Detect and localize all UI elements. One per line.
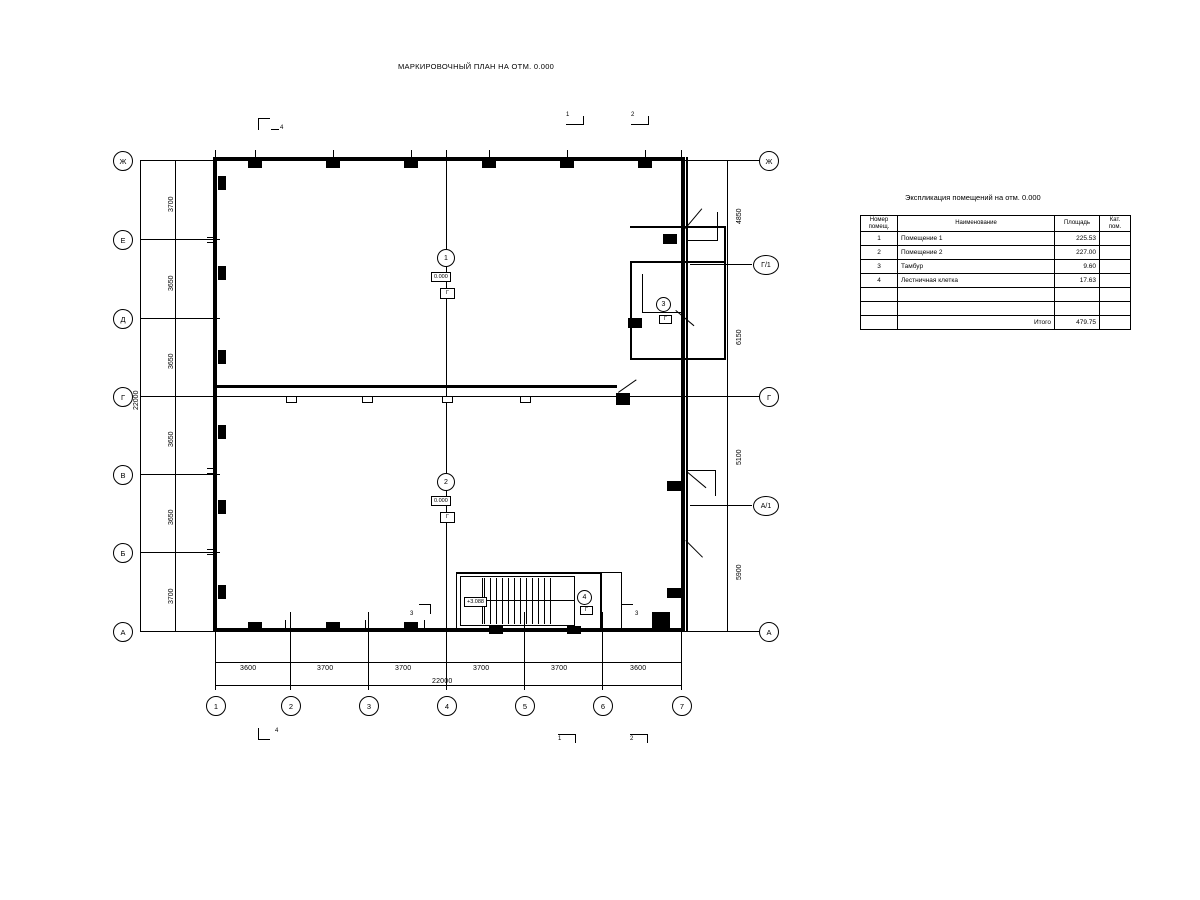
dim-tick (171, 474, 180, 475)
cell-number: 3 (861, 260, 898, 274)
axis-label: 4 (444, 701, 450, 711)
axis-line-b (140, 552, 220, 553)
door-swing (688, 212, 718, 242)
room-cat-1 (440, 288, 455, 299)
stair-level-mark (464, 597, 487, 607)
dim-tick (171, 396, 180, 397)
cell-number: 4 (861, 274, 898, 288)
table-row (861, 232, 1131, 246)
column-tick (365, 620, 366, 632)
dim-tick (171, 239, 180, 240)
header-number: Номер помещ. (861, 216, 898, 232)
column (482, 160, 496, 168)
cell-name (898, 302, 1055, 316)
dim-bottom-4: 3700 (473, 665, 490, 672)
column (652, 612, 670, 630)
axis-label: 1 (213, 701, 219, 711)
section-label-3-left: 3 (410, 611, 414, 617)
cell-area: 9.60 (1055, 260, 1100, 274)
axis-bubble-7-bottom (672, 696, 692, 716)
dim-left-4: 3650 (168, 431, 175, 447)
door-swing (686, 470, 716, 500)
section-label-1-bottom: 1 (558, 736, 562, 742)
cell-area (1055, 288, 1100, 302)
dim-right-4: 5900 (736, 564, 743, 580)
cell-number: 1 (861, 232, 898, 246)
column-tick (207, 549, 216, 550)
door-swing (618, 378, 644, 396)
dim-tick (215, 658, 216, 667)
column (326, 160, 340, 168)
section-label-3: 3 (635, 611, 639, 617)
axis-label: Б (120, 548, 126, 558)
dim-tick (723, 160, 732, 161)
stair-level-text: +3.088 (467, 599, 484, 605)
total-label: Итого (898, 316, 1055, 330)
dim-tick (524, 658, 525, 667)
dim-left-total: 22000 (133, 390, 140, 410)
cell-kat (1100, 260, 1131, 274)
cell-kat (1100, 302, 1131, 316)
axis-line-4 (446, 150, 447, 690)
column-tick (489, 150, 490, 160)
column (248, 160, 262, 168)
axis-line-d (140, 318, 220, 319)
door-swing (686, 540, 712, 566)
axis-label: 7 (679, 701, 685, 711)
cell-area: 227.00 (1055, 246, 1100, 260)
room-tag-4 (577, 590, 592, 605)
header-name: Наименование (898, 216, 1055, 232)
axis-bubble-3-bottom (359, 696, 379, 716)
dim-tick (171, 318, 180, 319)
table-row (861, 246, 1131, 260)
axis-label: 6 (600, 701, 606, 711)
room-cat-text: Г (446, 513, 449, 520)
column-tick (645, 150, 646, 160)
axis-bubble-1-bottom (206, 696, 226, 716)
cell-name: Тамбур (898, 260, 1055, 274)
dim-line-left-outer (140, 160, 141, 631)
room-cat-4 (580, 606, 593, 615)
column-tick (255, 150, 256, 160)
column-tick (424, 620, 425, 632)
column-tick (567, 150, 568, 160)
axis-bubble-6-bottom (593, 696, 613, 716)
spec-title: Экспликация помещений на отм. 0.000 (905, 193, 1041, 202)
axis-label: Г (120, 392, 126, 402)
dim-left-2: 3650 (168, 275, 175, 291)
axis-label: Ж (119, 156, 127, 166)
dim-bottom-total: 22000 (432, 678, 453, 685)
axis-bubble-g1-right (753, 255, 779, 275)
wall-partition-g (213, 385, 617, 388)
column (218, 585, 226, 599)
room-schedule-table (860, 215, 1131, 330)
room-number: 3 (661, 301, 666, 308)
column-tick (207, 554, 216, 555)
header-area: Площадь (1055, 216, 1100, 232)
column (667, 588, 681, 598)
axis-bubble-e-left (113, 230, 133, 250)
column-tick (285, 620, 286, 632)
axis-label: А (766, 627, 772, 637)
room-tag-3 (656, 297, 671, 312)
room-number: 4 (582, 594, 587, 601)
table-row (861, 288, 1131, 302)
cell-kat (1100, 246, 1131, 260)
cell-area: 225.53 (1055, 232, 1100, 246)
axis-label: 5 (522, 701, 528, 711)
opening-mark (286, 396, 297, 403)
table-row (861, 260, 1131, 274)
dim-left-5: 3650 (168, 509, 175, 525)
axis-bubble-5-bottom (515, 696, 535, 716)
cell-number (861, 302, 898, 316)
column (218, 350, 226, 364)
cell-name: Помещение 1 (898, 232, 1055, 246)
cell-kat (1100, 232, 1131, 246)
column (218, 500, 226, 514)
opening-mark (362, 396, 373, 403)
room-cat-text: Г (585, 606, 588, 613)
column-tick (207, 242, 216, 243)
dim-left-3: 3650 (168, 353, 175, 369)
dim-right-2: 6150 (736, 329, 743, 345)
axis-bubble-d-left (113, 309, 133, 329)
room-2-level (431, 496, 451, 506)
room-3-vestibule (630, 226, 726, 360)
dim-tick (171, 631, 180, 632)
column (248, 622, 262, 630)
room-level-text: 0.000 (434, 274, 448, 280)
column (326, 622, 340, 630)
room-1-level (431, 272, 451, 282)
opening-mark (442, 396, 453, 403)
dim-bottom-5: 3700 (551, 665, 568, 672)
axis-line-a1 (690, 505, 752, 506)
dim-tick (215, 681, 216, 690)
dim-tick (290, 658, 291, 667)
room-cat-text: Г (664, 315, 667, 322)
cell-name (898, 288, 1055, 302)
drawing-title: МАРКИРОВОЧНЫЙ ПЛАН НА ОТМ. 0.000 (398, 62, 555, 71)
dim-tick (446, 658, 447, 667)
room-cat-text: Г (446, 289, 449, 296)
dim-tick (368, 658, 369, 667)
wall-top (213, 157, 685, 161)
section-mark-1-top (566, 112, 569, 118)
axis-bubble-a-right (759, 622, 779, 642)
column-tick (207, 473, 216, 474)
section-label-4-top: 4 (280, 125, 284, 131)
axis-bubble-a1-right (753, 496, 779, 516)
axis-bubble-a-left (113, 622, 133, 642)
cell-area (1055, 302, 1100, 316)
section-label-2-top: 2 (631, 112, 635, 118)
axis-label: А (120, 627, 126, 637)
axis-bubble-b-left (113, 543, 133, 563)
axis-bubble-g-right (759, 387, 779, 407)
column (404, 622, 418, 630)
opening-mark (520, 396, 531, 403)
dim-tick (171, 160, 180, 161)
table-header-row (861, 216, 1131, 232)
total-value: 479.75 (1055, 316, 1100, 330)
room-number: 2 (444, 478, 448, 486)
section-label-2-bottom: 2 (630, 736, 634, 742)
cell-area: 17.63 (1055, 274, 1100, 288)
dim-right-1: 4850 (736, 208, 743, 224)
dim-bottom-3: 3700 (395, 665, 412, 672)
cell-name: Помещение 2 (898, 246, 1055, 260)
column (638, 160, 652, 168)
dim-line-bottom (215, 662, 681, 663)
column-tick (411, 150, 412, 160)
dim-left-6: 3700 (168, 588, 175, 604)
dim-tick (723, 396, 732, 397)
dim-tick (602, 658, 603, 667)
section-label-4-bottom: 4 (275, 728, 279, 734)
column-tick (207, 237, 216, 238)
axis-label: 3 (366, 701, 372, 711)
table-total-row (861, 316, 1131, 330)
dim-tick (171, 552, 180, 553)
axis-label: 2 (288, 701, 294, 711)
room-number: 1 (444, 254, 448, 262)
axis-label: Г/1 (761, 261, 771, 269)
column (667, 481, 681, 491)
axis-line-3 (368, 612, 369, 690)
table-row (861, 274, 1131, 288)
room-cat-2 (440, 512, 455, 523)
column (560, 160, 574, 168)
column (404, 160, 418, 168)
axis-bubble-zh-right (759, 151, 779, 171)
cell-number: 2 (861, 246, 898, 260)
room-level-text: 0.000 (434, 498, 448, 504)
column-tick (207, 468, 216, 469)
cell-kat (1100, 288, 1131, 302)
axis-label: Е (120, 235, 126, 245)
axis-bubble-2-bottom (281, 696, 301, 716)
axis-bubble-v-left (113, 465, 133, 485)
door-swing (676, 310, 702, 336)
axis-label: Ж (765, 156, 773, 166)
table-row (861, 302, 1131, 316)
axis-bubble-g-left (113, 387, 133, 407)
axis-label: В (120, 470, 126, 480)
cell-name: Лестничная клетка (898, 274, 1055, 288)
dim-tick (723, 264, 732, 265)
dim-tick (681, 658, 682, 667)
room-tag-2 (437, 473, 455, 491)
room-tag-1 (437, 249, 455, 267)
axis-label: А/1 (760, 502, 772, 510)
wall-stair-top (456, 572, 602, 574)
total-empty (861, 316, 898, 330)
section-label-1-top: 1 (566, 112, 570, 118)
column (218, 176, 226, 190)
axis-line-2 (290, 612, 291, 690)
axis-label: Д (120, 314, 126, 324)
dim-tick (723, 505, 732, 506)
column (218, 425, 226, 439)
axis-label: Г (766, 392, 772, 402)
cell-number (861, 288, 898, 302)
section-mark-2-top (631, 112, 634, 118)
column-tick (333, 150, 334, 160)
dim-tick (681, 681, 682, 690)
dim-bottom-6: 3600 (630, 665, 647, 672)
cell-kat (1100, 274, 1131, 288)
header-kat: Кат. пом. (1100, 216, 1131, 232)
axis-bubble-4-bottom (437, 696, 457, 716)
dim-line-bottom-outer (215, 685, 681, 686)
axis-line-e (140, 239, 220, 240)
dim-tick (723, 631, 732, 632)
total-kat (1100, 316, 1131, 330)
dim-right-3: 5100 (736, 449, 743, 465)
axis-bubble-zh-left (113, 151, 133, 171)
wall-left (213, 157, 217, 632)
room-cat-3 (659, 315, 672, 324)
axis-line-v (140, 474, 220, 475)
dim-bottom-2: 3700 (317, 665, 334, 672)
wall-stair-enclosure (600, 572, 602, 630)
dim-bottom-1: 3600 (240, 665, 257, 672)
dim-left-1: 3700 (168, 196, 175, 212)
column (218, 266, 226, 280)
